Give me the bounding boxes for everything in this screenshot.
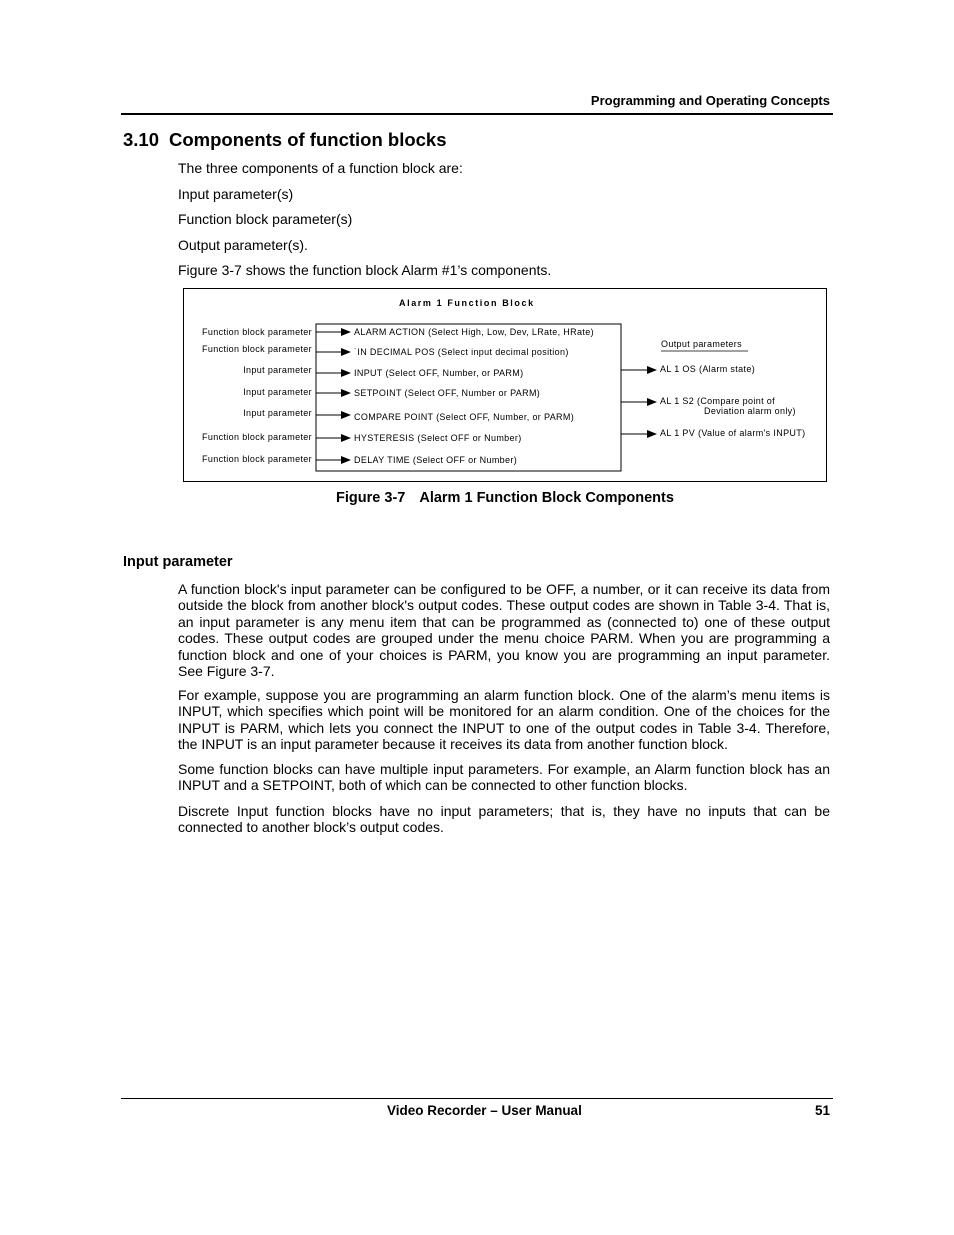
paragraph-multiple-inputs: Some function blocks can have multiple input parameters. For example, an Alarm function block has an INPUT and a SETPOINT, both of which can be connected to other function blocks.: [178, 761, 830, 794]
output-parameters-heading: Output parameters: [661, 339, 742, 349]
intro-item-outputs: Output parameter(s).: [178, 237, 308, 253]
param-in-decimal-pos: ˙IN DECIMAL POS (Select input decimal position): [354, 347, 569, 357]
output-arrows: [621, 370, 656, 434]
intro-lead: The three components of a function block are:: [178, 160, 463, 176]
intro-item-function-block: Function block parameter(s): [178, 211, 353, 227]
input-label-1: Function block parameter: [202, 327, 312, 337]
intro-figure-ref: Figure 3-7 shows the function block Alarm #1’s components.: [178, 262, 552, 278]
paragraph-discrete-input: Discrete Input function blocks have no input parameters; that is, they have no inputs that can be connected to another block’s output codes.: [178, 803, 830, 836]
paragraph-alarm-example: For example, suppose you are programming an alarm function block. One of the alarm’s menu items is INPUT, which specifies which point will be monitored for an alarm condition. One of the choices for the INPUT is PARM, which lets you connect the INPUT to one of the output codes in Table 3-4. Therefore, the INPUT is an input parameter because it receives its data from another function block.: [178, 687, 830, 753]
section-number: 3.10: [123, 129, 160, 150]
input-label-5: Input parameter: [243, 408, 312, 418]
footer-rule: [121, 1098, 833, 1099]
output-al1-pv: AL 1 PV (Value of alarm's INPUT): [660, 428, 806, 438]
intro-item-inputs: Input parameter(s): [178, 186, 294, 202]
param-compare-point: COMPARE POINT (Select OFF, Number, or PARM): [354, 412, 575, 422]
param-alarm-action: ALARM ACTION (Select High, Low, Dev, LRate, HRate): [354, 327, 594, 337]
param-input: INPUT (Select OFF, Number, or PARM): [354, 368, 524, 378]
subsection-heading: Input parameter: [123, 554, 233, 570]
header-rule: [121, 113, 833, 115]
input-label-6: Function block parameter: [202, 432, 312, 442]
running-header: Programming and Operating Concepts: [590, 93, 830, 108]
input-arrows: [316, 332, 350, 460]
output-al1-os: AL 1 OS (Alarm state): [660, 364, 756, 374]
output-al1-s2: AL 1 S2 (Compare point of: [660, 396, 775, 406]
figure-3-7-diagram: [183, 288, 827, 482]
param-delay-time: DELAY TIME (Select OFF or Number): [354, 455, 518, 465]
figure-caption-text: Alarm 1 Function Block Components: [419, 490, 674, 506]
footer-title: Video Recorder – User Manual: [387, 1103, 582, 1118]
input-label-2: Function block parameter: [202, 344, 312, 354]
input-label-4: Input parameter: [243, 387, 312, 397]
figure-caption: [0, 490, 954, 506]
section-heading: [123, 129, 447, 151]
diagram-graphics: [184, 289, 826, 481]
param-hysteresis: HYSTERESIS (Select OFF or Number): [354, 433, 522, 443]
figure-caption-number: Figure 3-7: [336, 490, 406, 506]
block-title: Alarm 1 Function Block: [399, 298, 535, 308]
input-label-3: Input parameter: [243, 365, 312, 375]
output-al1-s2-continued: Deviation alarm only): [704, 406, 796, 416]
param-setpoint: SETPOINT (Select OFF, Number or PARM): [354, 388, 541, 398]
paragraph-input-parameter-definition: A function block's input parameter can be configured to be OFF, a number, or it can receive its data from outside the block from another block's output codes. These output codes are shown in Table 3-4. That is, an input parameter is any menu item that can be programmed as (connected to) one of these output codes. These output codes are grouped under the menu choice PARM. When you are programming a function block and one of your choices is PARM, you know you are programming an input parameter. See Figure 3-7.: [178, 581, 830, 680]
section-title: Components of function blocks: [169, 129, 447, 150]
input-label-7: Function block parameter: [202, 454, 312, 464]
page-number: 51: [814, 1103, 830, 1118]
